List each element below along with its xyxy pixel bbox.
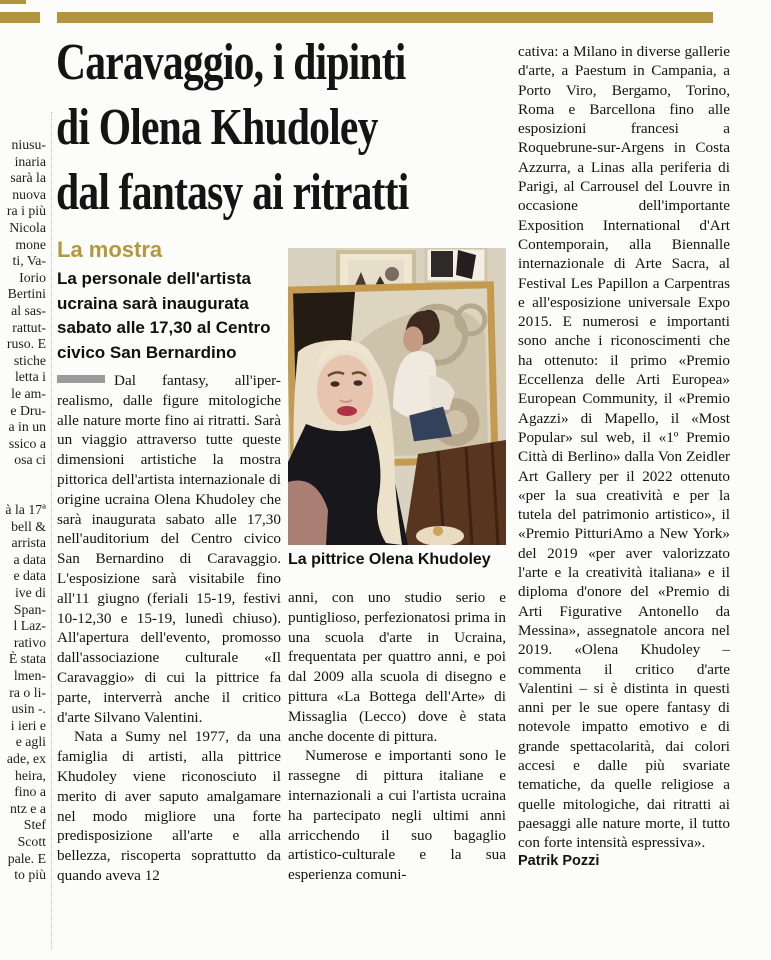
left-strip-line xyxy=(0,485,46,502)
byline: Patrik Pozzi xyxy=(518,853,600,870)
left-strip-line: al sas- xyxy=(11,302,46,318)
left-strip-line: Bertini xyxy=(7,286,46,302)
left-strip-line: ra o li- xyxy=(9,684,46,700)
left-strip-line: e agli xyxy=(15,734,46,750)
left-strip-line: niusu- xyxy=(11,137,46,152)
column-divider xyxy=(51,112,52,950)
left-strip-line: pale. E xyxy=(7,850,46,866)
left-strip-line: sarà la xyxy=(10,170,46,186)
left-strip-line: ade, ex xyxy=(6,750,46,766)
headline-line-2: di Olena Khudoley xyxy=(56,99,378,156)
left-strip-line: heira, xyxy=(14,767,46,783)
left-strip-line: ntz e a xyxy=(9,800,46,816)
artist-photo xyxy=(288,248,506,545)
headline-line-3: dal fantasy ai ritratti xyxy=(56,164,409,221)
adjacent-column-fragment xyxy=(0,137,46,884)
left-strip-line: arrista xyxy=(11,535,46,551)
left-strip-line: ra i più xyxy=(6,203,46,219)
left-strip-line: stiche xyxy=(13,352,46,368)
left-strip-line xyxy=(0,469,46,486)
paragraph-lead-dash xyxy=(57,375,105,383)
left-strip-line: È stata xyxy=(8,651,46,667)
left-strip-line: Iorio xyxy=(19,269,46,285)
left-strip-line: rativo xyxy=(13,634,46,650)
body-column-2 xyxy=(288,588,506,885)
paragraph: anni, con uno studio serio e puntiglioso, perfezionatosi prima in una scuola d'arte in Ucraina, frequentata per quattro anni, e poi dal 2009 alla scuola di disegno e pittura «La Bottega dell'Arte» di Missaglia (Lecco) dove è stata anche docente di pittura. xyxy=(288,589,506,745)
gold-rule-left xyxy=(0,12,40,23)
left-strip-line: Stef xyxy=(23,817,46,833)
left-strip-line: ssico a xyxy=(8,435,46,451)
left-strip-line: rattut- xyxy=(12,319,46,335)
left-strip-line: ive di xyxy=(14,585,46,601)
left-strip-line: à la 17ª xyxy=(5,502,46,518)
left-strip-line: to più xyxy=(14,867,46,883)
paragraph: Numerose e importanti sono le rassegne di pittura italiane e internazionali a cui l'artista ucraina ha partecipato negli ultimi anni arricchendo il suo bagaglio artistico-culturale e la sua esperienza comuni- xyxy=(288,747,506,884)
artist-photo-illustration xyxy=(288,248,506,545)
left-strip-line: mone xyxy=(15,236,46,252)
left-strip-line: Nicola xyxy=(9,219,46,235)
left-strip-line: a data xyxy=(13,551,46,567)
standfirst: La personale dell'artista ucraina sarà inaugurata sabato alle 17,30 al Centro civico San Bernardino xyxy=(57,269,271,362)
left-strip-line: l Laz- xyxy=(13,618,46,634)
paragraph-text: Dal fantasy, all'iper-realismo, dalle figure mitologiche alle nature morte fino ai ritratti. Sarà un viaggio attraverso tutte queste dimensioni artistiche la mostra pittorica dell'artista internazionale di origine ucraina Olena Khudoley che sarà inaugurata sabato alle 17,30 nell'auditorium del Centro civico San Bernardino di Caravaggio. L'esposizione sarà visitabile fino all'11 giugno (feriali 15-19, festivi 10-12,30 e 15-19, lunedì chiuso). All'apertura dell'evento, promosso dall'associazione culturale «Il Caravaggio» di cui la pittrice fa parte, interverrà anche il critico d'arte Silvano Valentini. xyxy=(57,372,281,726)
left-strip-line: e data xyxy=(13,568,46,584)
paragraph xyxy=(57,371,281,727)
left-strip-line: usin -. xyxy=(11,701,46,717)
article-headline xyxy=(56,30,497,225)
left-strip-line: nuova xyxy=(12,186,46,202)
body-column-3 xyxy=(518,42,730,872)
left-strip-line: letta i xyxy=(14,369,46,385)
kicker-label: La mostra xyxy=(57,237,163,262)
left-strip-line: a in un xyxy=(8,419,46,435)
left-strip-line: Span- xyxy=(13,601,46,617)
left-strip-line: e Dru- xyxy=(10,402,46,418)
left-strip-line: ruso. E xyxy=(6,336,46,352)
paragraph: Nata a Sumy nel 1977, da una famiglia di artisti, alla pittrice Khudoley viene riconosciuto il merito di aver saputo amalgamare nel modo migliore una forte predisposizione all'arte e alla bellezza, riscoperta soprattutto da quando aveva 12 xyxy=(57,728,281,884)
left-strip-line: Scott xyxy=(17,833,46,849)
left-strip-line: lmen- xyxy=(13,668,46,683)
body-column-1 xyxy=(57,371,281,886)
left-strip-line: bell & xyxy=(11,518,46,534)
left-strip-line: i ieri e xyxy=(10,717,46,733)
left-strip-line: ti, Va- xyxy=(12,253,46,269)
left-strip-line: le am- xyxy=(11,385,46,401)
left-strip-line: osa ci xyxy=(14,452,46,468)
photo-caption: La pittrice Olena Khudoley xyxy=(288,551,491,568)
left-strip-line: fino a xyxy=(14,784,46,800)
gold-rule-main xyxy=(57,12,713,23)
gold-rule-sliver xyxy=(0,0,26,4)
headline-line-1: Caravaggio, i dipinti xyxy=(56,34,406,91)
left-strip-line: inaria xyxy=(14,153,46,169)
paragraph: cativa: a Milano in diverse gallerie d'arte, a Paestum in Campania, a Porto Viro, Bergamo, Torino, Roma e Barcellona fino alle esposizioni francesi a Roquebrune-sur-Argens in Costa Azzurra, a Linas alla periferia di Parigi, al Carrousel del Louvre in occasione dell'importante Exposition International d'Art Contemporain, alla Biennalle internazionale di Arte Sacra, al Festival Les Papillon a Carpentras e all'esposizione universale Expo 2015. E numerosi e importanti sono anche i riconoscimenti che ha ottenuto: il primo «Premio Eccellenza delle Arti Europea» European Community, il «Premio Agazzi» di Mapello, il «Most Popular» sul web, il «1º Premio Città di Berlino» dalla Von Zeidler Art Gallery per il 2022 ottenuto «per la sua creatività e per la tutela del patrimonio artistico», il «Premio PitturiAmo a New York» del 2019 «per aver valorizzato l'arte e la creatività italiana» e il diploma d'onore del «Premio di Arti Figurative Antonello da Messina», assegnatole ancora nel 2019. «Olena Khudoley – commenta il critico d'arte Valentini – si è distinta in questi anni per le sue opere fantasy di notevole impatto emotivo e di grande spettacolarità, dai colori accesi e dalle più svariate tematiche, da quelle religiose a quelle mitologiche, dai ritratti ai paesaggi alle nature morte, il tutto con forte intensità espressiva». xyxy=(518,43,730,852)
